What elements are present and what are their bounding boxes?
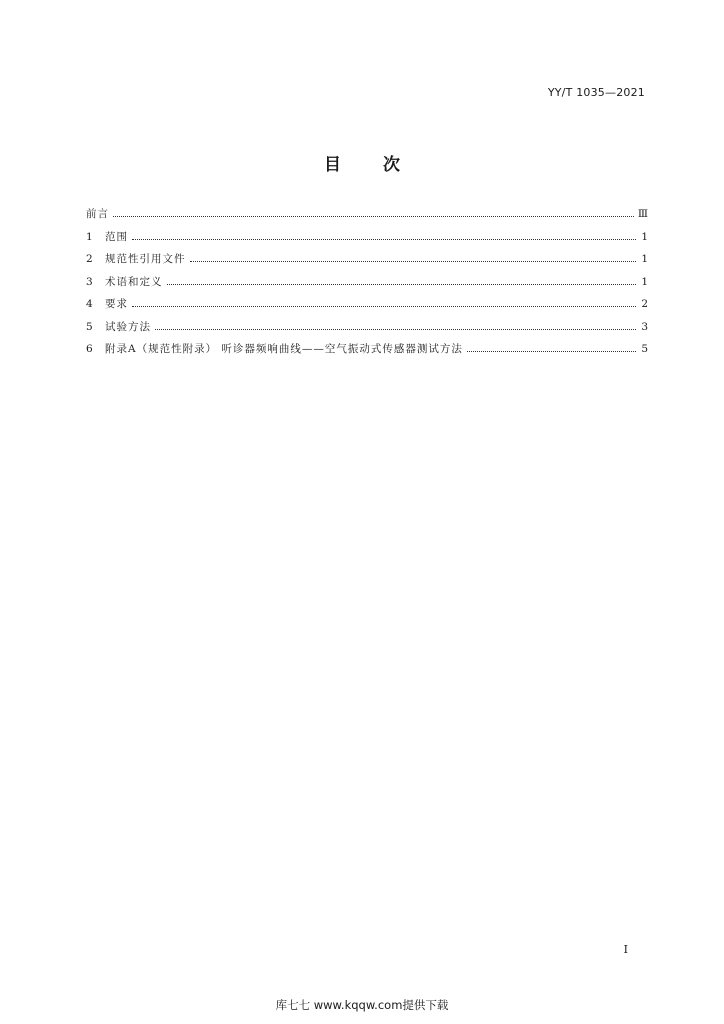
toc-entry-text: 前言 (86, 208, 109, 220)
toc-entry-terms-definitions[interactable] (86, 274, 648, 297)
table-of-contents (86, 206, 648, 364)
page-number: I (623, 943, 628, 956)
toc-entry-text: 范围 (105, 230, 128, 243)
toc-entry-number: 3 (86, 275, 93, 288)
toc-entry-page: Ⅲ (637, 208, 648, 220)
toc-entry-normative-references[interactable] (86, 251, 648, 274)
toc-entry-text: 要求 (105, 298, 128, 310)
toc-entry-test-methods[interactable] (86, 319, 648, 342)
dot-leader (132, 305, 636, 307)
toc-title-part1: 目 (324, 155, 341, 175)
toc-entry-page: 5 (641, 343, 648, 355)
toc-entry-text: 试验方法 (105, 320, 151, 333)
toc-entry-requirements[interactable] (86, 296, 648, 319)
toc-entry-number: 4 (86, 298, 93, 310)
dot-leader (467, 350, 636, 352)
dot-leader (155, 328, 636, 330)
toc-entry-text: 附录A（规范性附录） 听诊器频响曲线——空气振动式传感器测试方法 (105, 343, 463, 355)
toc-entry-number: 5 (86, 320, 93, 333)
toc-entry-scope[interactable] (86, 229, 648, 252)
toc-title (0, 150, 724, 175)
dot-leader (113, 215, 634, 217)
toc-entry-foreword[interactable] (86, 206, 648, 229)
toc-entry-page: 3 (641, 320, 648, 333)
toc-entry-number: 2 (86, 253, 93, 265)
toc-title-part2: 次 (383, 155, 400, 175)
toc-entry-number: 6 (86, 343, 93, 355)
dot-leader (190, 260, 637, 262)
toc-entry-number: 1 (86, 230, 93, 243)
toc-entry-text: 术语和定义 (105, 275, 163, 288)
toc-entry-page: 1 (641, 230, 648, 243)
toc-entry-text: 规范性引用文件 (105, 253, 186, 265)
footer-download-notice: 库七七 www.kqqw.com提供下载 (275, 998, 449, 1012)
toc-entry-appendix-a[interactable] (86, 341, 648, 364)
standard-code: YY/T 1035—2021 (547, 86, 645, 99)
toc-entry-page: 2 (641, 298, 648, 310)
toc-entry-page: 1 (641, 275, 648, 288)
toc-entry-page: 1 (641, 253, 648, 265)
dot-leader (167, 283, 637, 285)
dot-leader (132, 238, 636, 240)
